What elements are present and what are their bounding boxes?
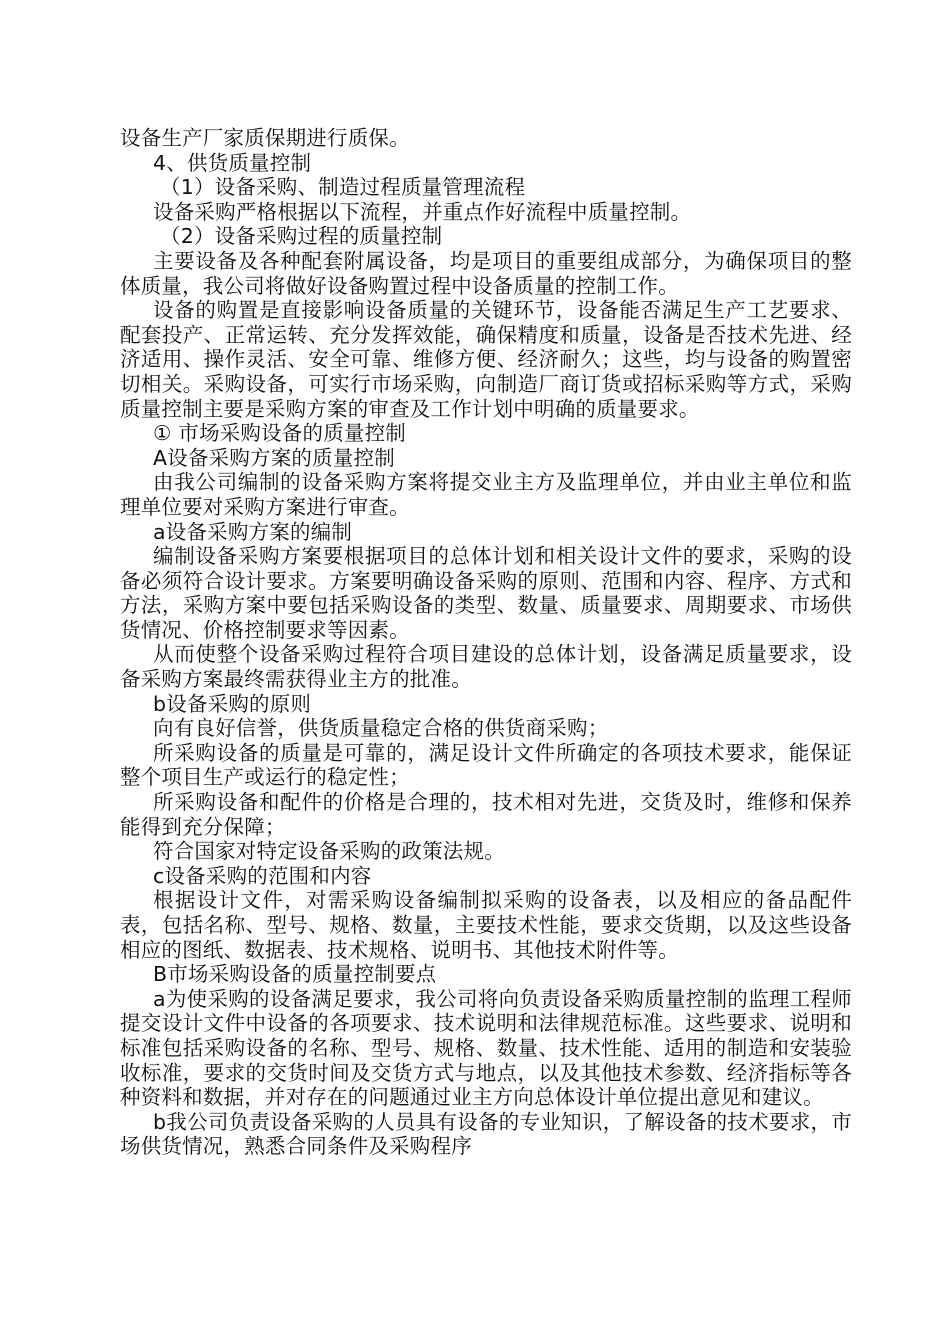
paragraph: 所采购设备的质量是可靠的，满足设计文件所确定的各项技术要求，能保证整个项目生产或运行的稳定性；	[120, 740, 852, 790]
paragraph: 主要设备及各种配套附属设备，均是项目的重要组成部分，为确保项目的整体质量，我公司将做好设备购置过程中设备质量的控制工作。	[120, 248, 852, 298]
paragraph: 设备采购严格根据以下流程，并重点作好流程中质量控制。	[153, 199, 692, 224]
subsection-heading: c设备采购的范围和内容	[153, 863, 372, 888]
paragraph: 设备的购置是直接影响设备质量的关键环节，设备能否满足生产工艺要求、配套投产、正常运转、充分发挥效能，确保精度和质量，设备是否技术先进、经济适用、操作灵活、安全可靠、维修方便、经济耐久；这些，均与设备的购置密切相关。采购设备，可实行市场采购，向制造厂商订货或招标采购等方式，采购质量控制主要是采购方案的审查及工作计划中明确的质量要求。	[120, 298, 852, 421]
paragraph: 由我公司编制的设备采购方案将提交业主方及监理单位，并由业主单位和监理单位要对采购方案进行审查。	[120, 470, 852, 519]
paragraph: b我公司负责设备采购的人员具有设备的专业知识，了解设备的技术要求，市场供货情况，熟悉合同条件及采购程序	[120, 1109, 852, 1159]
paragraph: a为使采购的设备满足要求，我公司将向负责设备采购质量控制的监理工程师提交设计文件中设备的各项要求、技术说明和法律规范标准。这些要求、说明和标准包括采购设备的名称、型号、规格、数量、技术性能、适用的制造和安装验收标准，要求的交货时间及交货方式与地点，以及其他技术参数、经济指标等各种资料和数据，并对存在的问题通过业主方向总体设计单位提出意见和建议。	[120, 986, 852, 1110]
subsection-heading: ① 市场采购设备的质量控制	[153, 421, 406, 446]
paragraph: 符合国家对特定设备采购的政策法规。	[153, 839, 505, 864]
paragraph: 编制设备采购方案要根据项目的总体计划和相关设计文件的要求，采购的设备必须符合设计要求。方案要明确设备采购的原则、范围和内容、程序、方式和方法，采购方案中要包括采购设备的类型、数量、质量要求、周期要求、市场供货情况、价格控制要求等因素。	[120, 544, 852, 642]
subsection-heading: A设备采购方案的质量控制	[153, 445, 395, 470]
paragraph: 所采购设备和配件的价格是合理的，技术相对先进，交货及时，维修和保养能得到充分保障；	[120, 790, 852, 839]
subsection-heading: B市场采购设备的质量控制要点	[153, 962, 437, 987]
paragraph: 设备生产厂家质保期进行质保。	[120, 126, 410, 150]
paragraph: 根据设计文件，对需采购设备编制拟采购的设备表，以及相应的备品配件表，包括名称、型号、规格、数量，主要技术性能，要求交货期，以及这些设备相应的图纸、数据表、技术规格、说明书、其他技术附件等。	[120, 888, 852, 962]
paragraph: 从而使整个设备采购过程符合项目建设的总体计划，设备满足质量要求，设备采购方案最终需获得业主方的批准。	[120, 642, 852, 692]
subsection-heading: b设备采购的原则	[153, 691, 312, 716]
subsection-heading: （2）设备采购过程的质量控制	[160, 224, 443, 249]
document-body	[120, 126, 852, 1159]
subsection-heading: a设备采购方案的编制	[153, 519, 353, 544]
paragraph: 向有良好信誉，供货质量稳定合格的供货商采购；	[153, 716, 609, 741]
section-heading: 4、供货质量控制	[153, 150, 312, 175]
subsection-heading: （1）设备采购、制造过程质量管理流程	[160, 175, 526, 200]
